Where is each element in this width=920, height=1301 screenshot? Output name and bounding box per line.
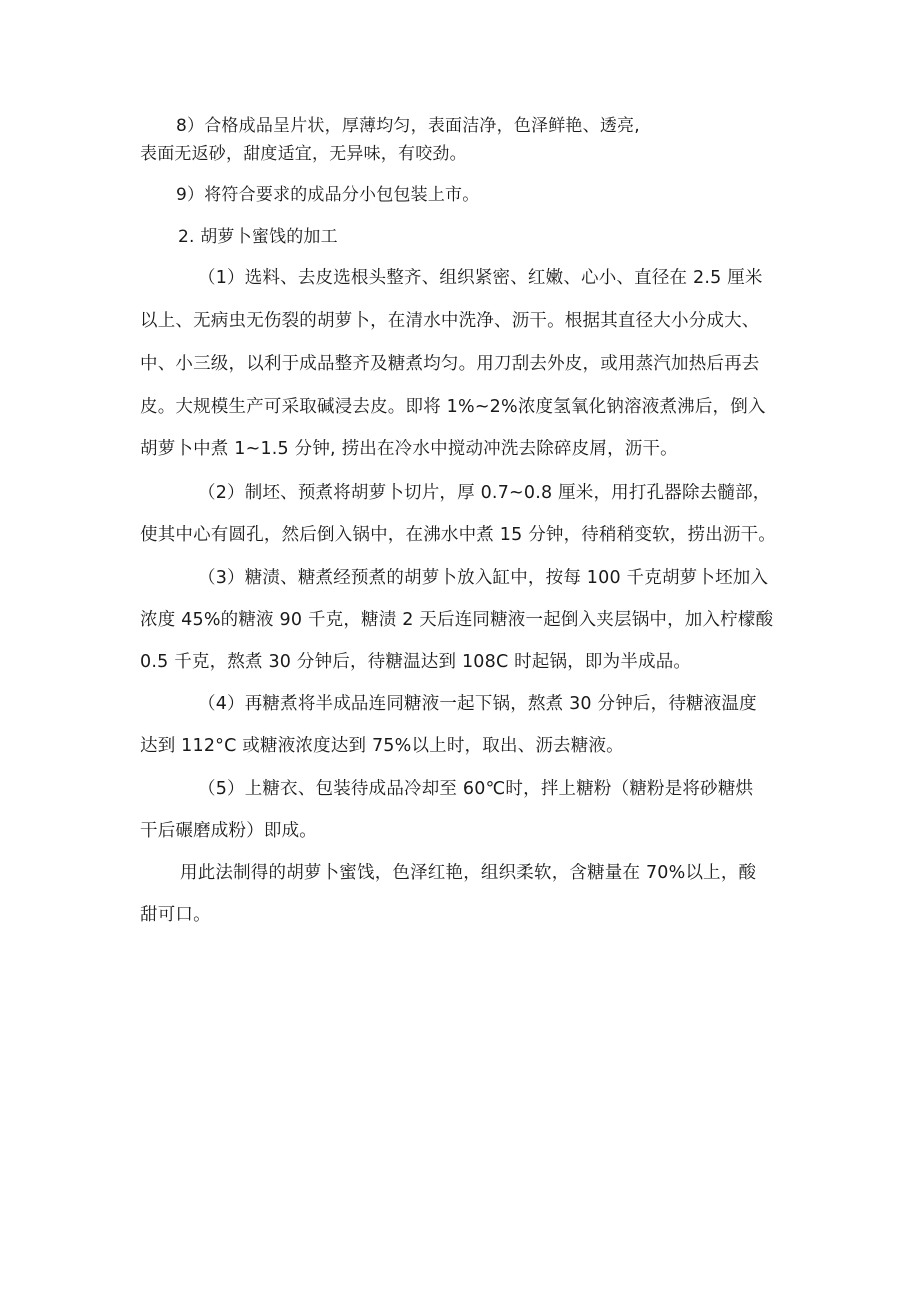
step-1-line-1: （1）选料、去皮选根头整齐、组织紧密、红嫩、心小、直径在 2.5 厘米 bbox=[198, 268, 763, 288]
summary-line-2: 甜可口。 bbox=[140, 905, 211, 925]
step-5-line-2: 干后碾磨成粉）即成。 bbox=[140, 821, 317, 841]
step-1-line-3: 中、小三级，以利于成品整齐及糖煮均匀。用刀刮去外皮，或用蒸汽加热后再去 bbox=[140, 354, 760, 374]
paragraph-8-line-2: 表面无返砂，甜度适宜，无异味，有咬劲。 bbox=[140, 144, 467, 164]
step-5-line-1: （5）上糖衣、包装待成品冷却至 60℃时，拌上糖粉（糖粉是将砂糖烘 bbox=[198, 779, 754, 799]
section-heading: 2. 胡萝卜蜜饯的加工 bbox=[178, 227, 338, 247]
step-2-line-1: （2）制坯、预煮将胡萝卜切片，厚 0.7~0.8 厘米，用打孔器除去髓部， bbox=[198, 483, 771, 503]
paragraph-8-line-1: 8）合格成品呈片状，厚薄均匀，表面洁净，色泽鲜艳、透亮, bbox=[176, 116, 640, 136]
step-3-line-1: （3）糖渍、糖煮经预煮的胡萝卜放入缸中，按每 100 千克胡萝卜坯加入 bbox=[198, 568, 769, 588]
step-1-line-4: 皮。大规模生产可采取碱浸去皮。即将 1%~2%浓度氢氧化钠溶液煮沸后，倒入 bbox=[140, 397, 766, 417]
step-1-line-2: 以上、无病虫无伤裂的胡萝卜，在清水中洗净、沥干。根据其直径大小分成大、 bbox=[140, 311, 760, 331]
step-4-line-1: （4）再糖煮将半成品连同糖液一起下锅，熬煮 30 分钟后，待糖液温度 bbox=[198, 694, 757, 714]
paragraph-9-line-1: 9）将符合要求的成品分小包包装上市。 bbox=[176, 185, 480, 205]
step-4-line-2: 达到 112°C 或糖液浓度达到 75%以上时，取出、沥去糖液。 bbox=[140, 736, 624, 756]
step-3-line-3: 0.5 千克，熬煮 30 分钟后，待糖温达到 108C 时起锅，即为半成品。 bbox=[140, 652, 692, 672]
step-1-line-5: 胡萝卜中煮 1~1.5 分钟, 捞出在冷水中搅动冲洗去除碎皮屑，沥干。 bbox=[140, 439, 678, 459]
summary-line-1: 用此法制得的胡萝卜蜜饯，色泽红艳，组织柔软，含糖量在 70%以上，酸 bbox=[180, 863, 757, 883]
step-3-line-2: 浓度 45%的糖液 90 千克，糖渍 2 天后连同糖液一起倒入夹层锅中，加入柠檬酸 bbox=[140, 610, 774, 630]
step-2-line-2: 使其中心有圆孔，然后倒入锅中，在沸水中煮 15 分钟，待稍稍变软，捞出沥干。 bbox=[140, 525, 776, 545]
